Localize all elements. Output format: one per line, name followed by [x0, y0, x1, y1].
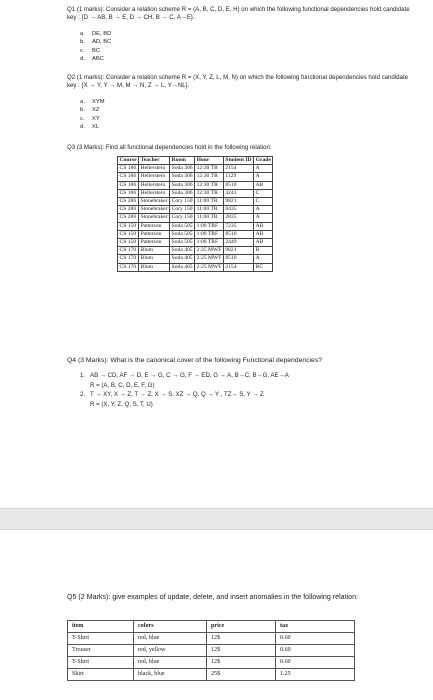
table-cell: Hellerstein — [139, 173, 170, 181]
option: d. XL — [80, 123, 100, 130]
table-row — [118, 173, 273, 181]
table-cell: 2835 — [223, 214, 253, 222]
relation-table — [117, 156, 273, 272]
table-cell: 4243 — [223, 189, 253, 197]
table-cell: 11:00 TR — [195, 206, 224, 214]
table-cell: 1:00 TRF — [195, 222, 224, 230]
table-cell: 1.25 — [276, 669, 355, 681]
table-cell: Blum — [139, 255, 170, 263]
question-3-text: Q3 (3 Marks): Find all functional dependencies hold in the following relation: — [67, 144, 272, 151]
table-cell: 12:30 TR — [195, 181, 224, 189]
table-cell: 9821 — [223, 247, 253, 255]
table-cell: BC — [254, 263, 273, 271]
table-cell: Soda 306 — [171, 173, 193, 180]
table-cell: CS 150 — [118, 239, 139, 247]
column-header: Hour — [195, 157, 224, 165]
table-cell: Stonebraker — [140, 206, 168, 213]
table-cell: Soda 405 — [171, 255, 193, 262]
table-cell: 1:00 TRF — [195, 239, 224, 247]
table-header-row — [118, 157, 273, 165]
table-cell: CS 286 — [118, 198, 139, 206]
option: d. ABC — [80, 55, 104, 62]
table-cell: Soda 505 — [171, 222, 193, 229]
table-row — [68, 669, 355, 681]
table-row — [118, 165, 273, 173]
table-cell: 0.60 — [276, 657, 355, 669]
table-cell: black, blue — [134, 669, 207, 681]
table-cell: C — [254, 189, 273, 197]
table-cell: Soda 306 — [171, 181, 193, 188]
table-cell: Stonebraker — [140, 214, 168, 221]
table-cell: CS 286 — [118, 206, 139, 214]
table-cell: 12$ — [207, 645, 276, 657]
table-cell: 1:00 TRF — [195, 230, 224, 238]
table-cell: A — [254, 255, 273, 263]
table-cell: Cory 150 — [171, 206, 193, 213]
table-cell: A — [254, 173, 273, 181]
column-header: Student ID — [225, 157, 252, 163]
table-cell: Soda 505 — [171, 230, 193, 237]
table-cell: Cory 150 — [171, 198, 193, 205]
document-page-2 — [0, 530, 433, 700]
table-cell: A — [254, 206, 273, 214]
table-cell: 25$ — [207, 669, 276, 681]
table-cell: Trouser — [68, 645, 134, 657]
question-2-text: Q2 (1 marks): Consider a relation scheme R = (X, Y, Z, L, M, N) on which the following functional dependencies hold candidate key : {X → Y, Y → M, M → N, Z → L, Y→NL}. — [67, 74, 409, 90]
table-cell: A — [254, 214, 273, 222]
list-item: R = (A, B, C, D, E, F, G) — [90, 381, 155, 389]
table-cell: A — [254, 165, 273, 173]
table-cell: 12:30 TR — [195, 173, 224, 181]
page-separator — [0, 508, 433, 530]
table-cell: T-Shirt — [68, 657, 134, 669]
table-cell: Hellerstein — [139, 181, 170, 189]
table-cell: 8435 — [223, 206, 253, 214]
table-row — [118, 230, 273, 238]
table-cell: Soda 306 — [171, 165, 193, 172]
question-4-text: Q4 (3 Marks): What is the canonical cover of the following Functional dependencies? — [67, 357, 323, 364]
table-cell: Cory 150 — [171, 214, 193, 221]
table-cell: CS 186 — [118, 181, 139, 189]
table-cell: 2:25 MWF — [196, 247, 222, 254]
option: b. AD, BC — [80, 39, 112, 46]
table-header-row — [68, 621, 355, 633]
column-header: Room — [170, 157, 195, 165]
table-cell: 0.60 — [276, 633, 355, 645]
table-cell: 8510 — [223, 181, 253, 189]
table-cell: Soda 405 — [171, 263, 193, 270]
table-cell: Patterson — [139, 239, 170, 247]
table-cell: CS 186 — [118, 189, 139, 197]
question-5-text: Q5 (2 Marks): give examples of update, delete, and insert anomalies in the following relation: — [67, 593, 358, 601]
column-header: Teacher — [139, 157, 170, 165]
question-1-options — [80, 30, 111, 63]
table-cell: AB — [254, 230, 273, 238]
table-cell: Patterson — [139, 230, 170, 238]
option: b. XZ — [80, 107, 100, 114]
table-cell: 11:00 TR — [195, 198, 224, 206]
table-cell: CS 150 — [118, 230, 139, 238]
table-cell: 12$ — [207, 657, 276, 669]
table-cell: B — [254, 247, 273, 255]
table-cell: CS 170 — [118, 263, 139, 271]
option: a. DE, BD — [80, 31, 112, 37]
table-cell: Skirt — [68, 669, 134, 681]
table-cell: Patterson — [139, 222, 170, 230]
table-cell: Soda 405 — [171, 247, 193, 254]
table-cell: CS 186 — [118, 173, 139, 181]
table-cell: AB — [254, 239, 273, 247]
table-cell: Blum — [139, 247, 170, 255]
table-cell: red, blue — [134, 633, 207, 645]
list-item: 1. AB → CD, AF → D, E → G, C → G, F → ED, G → A, B→C, B→G, AE→A — [80, 372, 289, 379]
table-row — [68, 633, 355, 645]
table-cell: CS 186 — [118, 165, 139, 173]
table-cell: 12:30 TR — [195, 189, 224, 197]
table-cell: 2154 — [223, 165, 253, 173]
table-cell: red, blue — [134, 657, 207, 669]
table-row — [68, 645, 355, 657]
table-cell: 8510 — [223, 230, 253, 238]
column-header: tax — [276, 621, 355, 633]
list-item: R = (X, Y, Z, Q, S, T, U) — [90, 400, 153, 408]
table-cell: 7235 — [223, 222, 253, 230]
table-row — [118, 255, 273, 263]
table-cell: Soda 505 — [171, 239, 193, 246]
table-cell: Hellerstein — [139, 165, 170, 173]
table-row — [118, 206, 273, 214]
table-cell: 9821 — [223, 198, 253, 206]
table-cell: 1129 — [223, 173, 253, 181]
table-cell: 11:00 TR — [195, 214, 224, 222]
table-row — [118, 239, 273, 247]
table-row — [118, 189, 273, 197]
table-cell: T-Shirt — [68, 633, 134, 645]
option: a. XYM — [80, 99, 105, 105]
table-row — [118, 198, 273, 206]
table-cell: 8510 — [223, 255, 253, 263]
table-cell: CS 170 — [118, 247, 139, 255]
table-cell: 12$ — [207, 633, 276, 645]
option: c. BC — [80, 47, 101, 54]
table-cell: AB — [254, 222, 273, 230]
table-cell: Blum — [139, 263, 170, 271]
table-cell: 2154 — [223, 263, 253, 271]
column-header: item — [68, 621, 134, 633]
table-cell: Soda 306 — [171, 189, 193, 196]
table-row — [118, 247, 273, 255]
table-cell: 0.60 — [276, 645, 355, 657]
table-cell: 2:25 MWF — [196, 255, 222, 262]
table-cell: CS 286 — [118, 214, 139, 222]
table-row — [118, 222, 273, 230]
table-row — [118, 263, 273, 271]
table-cell: C — [254, 198, 273, 206]
question-1-text: Q1 (1 marks): Consider a relation scheme R = (A, B, C, D, E, H) on which the following functional dependencies hold candidate key : {D → AB, B → E, D → CH, B → C, A→E}. — [67, 6, 410, 22]
table-cell: 2449 — [223, 239, 253, 247]
table-cell: 12:30 TR — [195, 165, 224, 173]
table-row — [118, 181, 273, 189]
list-item: 2. T → XY, X → Z, T → Z, X → S, XZ → Q, Q → Y , TZ→ S, Y → Z — [80, 391, 264, 398]
column-header: colors — [134, 621, 207, 633]
question-4-items — [80, 371, 289, 409]
column-header: Course — [119, 157, 137, 163]
table-cell: Hellerstein — [139, 189, 170, 197]
table-cell: 2:25 MWF — [196, 263, 222, 270]
anomaly-table — [67, 620, 355, 681]
table-cell: CS 150 — [118, 222, 139, 230]
table-cell: AB — [254, 181, 273, 189]
table-row — [118, 214, 273, 222]
table-cell: red, yellow — [134, 645, 207, 657]
option: c. XY — [80, 115, 100, 122]
question-2-options — [80, 98, 105, 131]
table-cell: CS 170 — [118, 255, 139, 263]
column-header: Grade — [255, 157, 271, 163]
table-cell: Stonebraker — [140, 198, 168, 205]
table-row — [68, 657, 355, 669]
column-header: price — [207, 621, 276, 633]
